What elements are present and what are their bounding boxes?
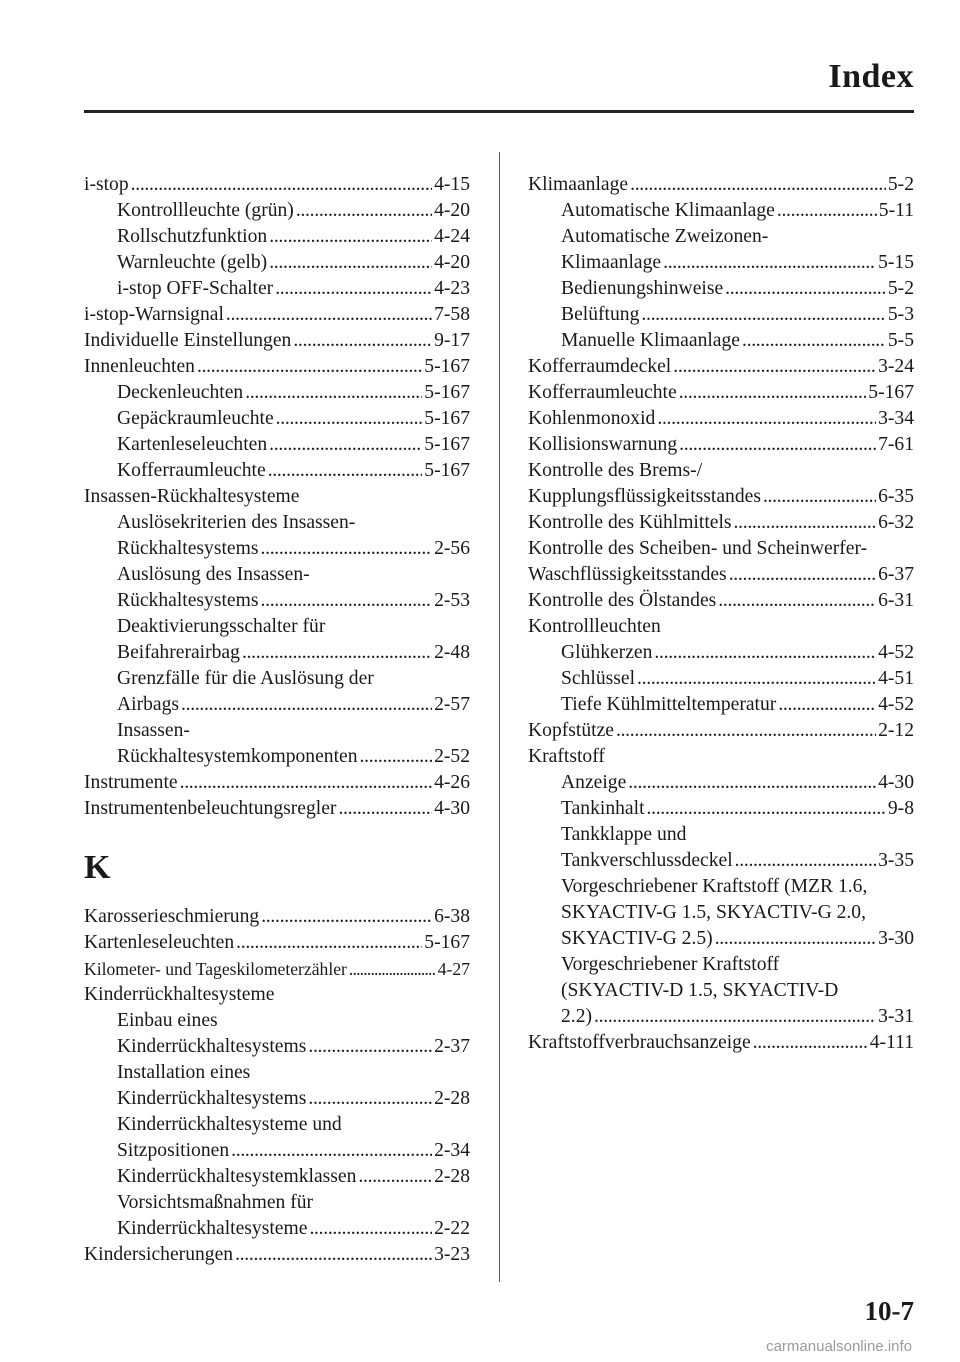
entry-text: Insassen- — [117, 720, 190, 741]
index-subentry — [84, 276, 470, 302]
left-column — [84, 172, 470, 1268]
index-subentry — [84, 744, 470, 770]
index-subentry — [84, 510, 470, 536]
entry-text: Belüftung — [561, 304, 640, 325]
index-subentry — [528, 978, 914, 1004]
page-title: Index — [828, 58, 914, 95]
entry-text: Gepäckraumleuchte — [117, 408, 274, 429]
dot-leader — [235, 1242, 432, 1268]
dot-leader — [261, 904, 432, 930]
index-entry — [84, 354, 470, 380]
index-subentry — [84, 198, 470, 224]
dot-leader — [197, 354, 422, 380]
dot-leader — [735, 848, 876, 874]
entry-page: 2-28 — [434, 1166, 470, 1187]
entry-text: i-stop OFF-Schalter — [117, 278, 274, 299]
dot-leader — [349, 956, 436, 982]
index-subentry — [84, 1190, 470, 1216]
index-subentry — [84, 588, 470, 614]
entry-text: i-stop — [84, 174, 129, 195]
dot-leader — [637, 666, 876, 692]
entry-page: 2-37 — [434, 1036, 470, 1057]
entry-text: Kinderrückhaltesysteme und — [117, 1114, 342, 1135]
dot-leader — [742, 328, 886, 354]
entry-page: 9-17 — [434, 330, 470, 351]
index-entry — [528, 614, 914, 640]
dot-leader — [231, 1138, 432, 1164]
entry-text: Automatische Zweizonen- — [561, 226, 769, 247]
index-subentry — [84, 1216, 470, 1242]
entry-text: Sitzpositionen — [117, 1140, 230, 1161]
index-subentry — [528, 770, 914, 796]
entry-page: 2-56 — [434, 538, 470, 559]
entry-page: 6-38 — [434, 906, 470, 927]
dot-leader — [763, 484, 876, 510]
dot-leader — [293, 328, 432, 354]
dot-leader — [616, 718, 876, 744]
watermark: carmanualsonline.info — [766, 1338, 912, 1355]
entry-text: Rückhaltesystemkomponenten — [117, 746, 358, 767]
entry-page: 3-23 — [434, 1244, 470, 1265]
entry-text: Airbags — [117, 694, 180, 715]
entry-page: 4-52 — [878, 694, 914, 715]
entry-text: Deaktivierungsschalter für — [117, 616, 326, 637]
dot-leader — [296, 198, 432, 224]
entry-text: Rollschutzfunktion — [117, 226, 268, 247]
index-entry — [84, 1242, 470, 1268]
dot-leader — [729, 562, 876, 588]
index-entry — [84, 930, 470, 956]
page-number: 10-7 — [864, 1296, 914, 1326]
index-subentry — [528, 822, 914, 848]
entry-text: Kinderrückhaltesysteme — [84, 984, 275, 1005]
entry-page: 6-37 — [878, 564, 914, 585]
entry-text: Rückhaltesystems — [117, 538, 259, 559]
index-entry — [528, 1030, 914, 1056]
entry-text: Einbau eines — [117, 1010, 218, 1031]
dot-leader — [657, 406, 876, 432]
entry-text: Kilometer- und Tageskilometerzähler — [84, 959, 347, 979]
index-entry — [84, 484, 470, 510]
dot-leader — [663, 250, 876, 276]
entry-text: Kohlenmonoxid — [528, 408, 656, 429]
index-subentry — [528, 874, 914, 900]
right-column — [528, 172, 914, 1056]
entry-text: Manuelle Klimaanlage — [561, 330, 740, 351]
dot-leader — [276, 406, 423, 432]
index-entry — [528, 172, 914, 198]
dot-leader — [308, 1086, 432, 1112]
entry-page: 4-52 — [878, 642, 914, 663]
entry-text: Kollisionswarnung — [528, 434, 678, 455]
index-subentry — [528, 796, 914, 822]
entry-page: 5-167 — [424, 382, 470, 403]
dot-leader — [269, 432, 422, 458]
entry-text: Deckenleuchten — [117, 382, 244, 403]
index-entry — [528, 458, 914, 484]
entry-text: Tankverschlussdeckel — [561, 850, 733, 871]
entry-text: Individuelle Einstellungen — [84, 330, 292, 351]
index-block-k — [84, 904, 470, 1268]
dot-leader — [245, 380, 422, 406]
dot-leader — [777, 198, 877, 224]
entry-page: 4-15 — [434, 174, 470, 195]
dot-leader — [308, 1034, 432, 1060]
dot-leader — [630, 172, 886, 198]
dot-leader — [275, 276, 432, 302]
index-subentry — [528, 328, 914, 354]
index-subentry — [528, 640, 914, 666]
index-block-i — [84, 172, 470, 822]
entry-text: Grenzfälle für die Auslösung der — [117, 668, 374, 689]
entry-text: Innenleuchten — [84, 356, 195, 377]
entry-page: 4-23 — [434, 278, 470, 299]
dot-leader — [360, 744, 433, 770]
entry-page: 3-34 — [878, 408, 914, 429]
index-subentry — [84, 1164, 470, 1190]
entry-text: Kraftstoffverbrauchsanzeige — [528, 1032, 751, 1053]
entry-text: Tankklappe und — [561, 824, 687, 845]
index-entry — [528, 484, 914, 510]
entry-text: Auslösekriterien des Insassen- — [117, 512, 356, 533]
entry-page: 3-35 — [878, 850, 914, 871]
entry-page: 9-8 — [887, 798, 914, 819]
index-subentry — [528, 198, 914, 224]
index-subentry — [84, 536, 470, 562]
entry-page: 5-167 — [424, 356, 470, 377]
entry-page: 2-22 — [434, 1218, 470, 1239]
entry-text: Kontrollleuchten — [528, 616, 661, 637]
entry-text: Kinderrückhaltesystemklassen — [117, 1166, 357, 1187]
entry-page: 4-24 — [434, 226, 470, 247]
dot-leader — [180, 770, 432, 796]
index-subentry — [84, 1034, 470, 1060]
entry-page: 7-58 — [434, 304, 470, 325]
entry-page: 7-61 — [878, 434, 914, 455]
index-subentry — [528, 952, 914, 978]
index-entry — [528, 432, 914, 458]
dot-leader — [647, 796, 886, 822]
entry-page: 3-30 — [878, 928, 914, 949]
index-entry — [528, 588, 914, 614]
dot-leader — [628, 770, 876, 796]
dot-leader — [679, 432, 876, 458]
index-subentry — [528, 666, 914, 692]
entry-page: 4-30 — [878, 772, 914, 793]
dot-leader — [269, 224, 432, 250]
index-entry — [528, 536, 914, 562]
index-subentry — [84, 1138, 470, 1164]
index-entry — [84, 770, 470, 796]
index-subentry — [84, 562, 470, 588]
index-entry — [528, 406, 914, 432]
entry-page: 6-31 — [878, 590, 914, 611]
index-entry — [528, 744, 914, 770]
entry-page: 2-53 — [434, 590, 470, 611]
dot-leader — [226, 302, 432, 328]
entry-text: (SKYACTIV-D 1.5, SKYACTIV-D — [561, 980, 839, 1001]
index-entry — [528, 510, 914, 536]
index-subentry — [84, 614, 470, 640]
entry-text: Vorgeschriebener Kraftstoff — [561, 954, 780, 975]
dot-leader — [261, 588, 433, 614]
dot-leader — [261, 536, 433, 562]
entry-text: Automatische Klimaanlage — [561, 200, 775, 221]
entry-text: Warnleuchte (gelb) — [117, 252, 268, 273]
dot-leader — [236, 930, 422, 956]
entry-text: Installation eines — [117, 1062, 251, 1083]
entry-page: 6-32 — [878, 512, 914, 533]
index-subentry — [528, 848, 914, 874]
entry-page: 5-167 — [868, 382, 914, 403]
header-rule — [84, 110, 914, 113]
entry-text: Kartenleseleuchten — [84, 932, 235, 953]
entry-text: Kontrollleuchte (grün) — [117, 200, 294, 221]
entry-page: 4-30 — [434, 798, 470, 819]
entry-text: Kofferraumleuchte — [117, 460, 266, 481]
entry-text: Kopfstütze — [528, 720, 614, 741]
entry-text: Rückhaltesystems — [117, 590, 259, 611]
index-entry — [84, 982, 470, 1008]
dot-leader — [594, 1004, 876, 1030]
index-entry — [84, 796, 470, 822]
entry-text: Kartenleseleuchten — [117, 434, 268, 455]
index-subentry — [84, 692, 470, 718]
entry-text: SKYACTIV-G 1.5, SKYACTIV-G 2.0, — [561, 902, 867, 923]
entry-text: Klimaanlage — [528, 174, 629, 195]
dot-leader — [269, 250, 432, 276]
dot-leader — [242, 640, 432, 666]
entry-text: Kontrolle des Brems-/ — [528, 460, 703, 481]
index-subentry — [84, 224, 470, 250]
index-subentry — [84, 250, 470, 276]
entry-text: Tiefe Kühlmitteltemperatur — [561, 694, 777, 715]
index-entry — [84, 904, 470, 930]
index-subentry — [528, 224, 914, 250]
dot-leader — [673, 354, 876, 380]
entry-text: Anzeige — [561, 772, 627, 793]
entry-text: Kontrolle des Kühlmittels — [528, 512, 732, 533]
entry-page: 4-20 — [434, 200, 470, 221]
index-entry — [84, 172, 470, 198]
dot-leader — [641, 302, 886, 328]
index-subentry — [84, 1086, 470, 1112]
entry-text: Kindersicherungen — [84, 1244, 234, 1265]
index-subentry — [84, 1008, 470, 1034]
index-entry — [84, 956, 470, 982]
dot-leader — [131, 172, 432, 198]
entry-text: Kofferraumleuchte — [528, 382, 677, 403]
entry-text: Bedienungshinweise — [561, 278, 724, 299]
entry-page: 5-2 — [887, 278, 914, 299]
entry-page: 5-167 — [424, 434, 470, 455]
entry-page: 2-28 — [434, 1088, 470, 1109]
index-subentry — [528, 1004, 914, 1030]
entry-text: Karosserieschmierung — [84, 906, 260, 927]
entry-page: 6-35 — [878, 486, 914, 507]
entry-text: Vorgeschriebener Kraftstoff (MZR 1.6, — [561, 876, 868, 897]
entry-text: Kofferraumdeckel — [528, 356, 672, 377]
index-subentry — [528, 250, 914, 276]
index-entry — [528, 354, 914, 380]
index-subentry — [84, 458, 470, 484]
entry-text: i-stop-Warnsignal — [84, 304, 224, 325]
dot-leader — [734, 510, 877, 536]
entry-page: 2-52 — [434, 746, 470, 767]
index-subentry — [528, 276, 914, 302]
entry-text: Schlüssel — [561, 668, 636, 689]
entry-text: 2.2) — [561, 1006, 593, 1027]
entry-text: Auslösung des Insassen- — [117, 564, 310, 585]
entry-page: 4-111 — [869, 1032, 914, 1053]
dot-leader — [181, 692, 432, 718]
entry-page: 2-12 — [878, 720, 914, 741]
entry-text: Insassen-Rückhaltesysteme — [84, 486, 300, 507]
dot-leader — [358, 1164, 432, 1190]
entry-page: 5-5 — [887, 330, 914, 351]
entry-text: Kinderrückhaltesystems — [117, 1088, 307, 1109]
entry-page: 4-20 — [434, 252, 470, 273]
entry-page: 5-3 — [887, 304, 914, 325]
entry-text: Kontrolle des Ölstandes — [528, 590, 717, 611]
section-letter: K — [84, 849, 111, 886]
dot-leader — [725, 276, 886, 302]
column-divider — [499, 152, 500, 1282]
entry-page: 5-167 — [424, 932, 470, 953]
dot-leader — [718, 588, 876, 614]
entry-text: Vorsichtsmaßnahmen für — [117, 1192, 314, 1213]
entry-text: Instrumentenbeleuchtungsregler — [84, 798, 337, 819]
dot-leader — [268, 458, 423, 484]
index-subentry — [84, 718, 470, 744]
entry-text: SKYACTIV-G 2.5) — [561, 928, 713, 949]
dot-leader — [679, 380, 867, 406]
entry-page: 3-24 — [878, 356, 914, 377]
entry-page: 4-26 — [434, 772, 470, 793]
dot-leader — [654, 640, 876, 666]
dot-leader — [338, 796, 432, 822]
entry-page: 4-27 — [437, 959, 470, 979]
dot-leader — [778, 692, 876, 718]
entry-page: 4-51 — [878, 668, 914, 689]
entry-text: Kupplungsflüssigkeitsstandes — [528, 486, 761, 507]
index-subentry — [528, 926, 914, 952]
entry-text: Kinderrückhaltesysteme — [117, 1218, 308, 1239]
index-subentry — [528, 302, 914, 328]
index-subentry — [84, 1060, 470, 1086]
entry-page: 5-11 — [878, 200, 914, 221]
entry-page: 2-57 — [434, 694, 470, 715]
entry-text: Kontrolle des Scheiben- und Scheinwerfer- — [528, 538, 868, 559]
index-subentry — [84, 406, 470, 432]
index-entry — [528, 380, 914, 406]
entry-page: 5-2 — [887, 174, 914, 195]
entry-text: Tankinhalt — [561, 798, 645, 819]
index-subentry — [84, 1112, 470, 1138]
entry-page: 2-48 — [434, 642, 470, 663]
entry-page: 5-167 — [424, 460, 470, 481]
dot-leader — [715, 926, 876, 952]
index-subentry — [528, 692, 914, 718]
index-entry — [528, 718, 914, 744]
entry-text: Instrumente — [84, 772, 178, 793]
index-subentry — [528, 900, 914, 926]
index-block-k-continued — [528, 172, 914, 1056]
dot-leader — [753, 1030, 868, 1056]
index-subentry — [84, 640, 470, 666]
index-subentry — [84, 380, 470, 406]
entry-page: 5-15 — [878, 252, 914, 273]
entry-text: Beifahrerairbag — [117, 642, 240, 663]
index-subentry — [84, 432, 470, 458]
index-entry — [528, 562, 914, 588]
entry-page: 2-34 — [434, 1140, 470, 1161]
entry-text: Kraftstoff — [528, 746, 605, 767]
entry-text: Waschflüssigkeitsstandes — [528, 564, 727, 585]
entry-text: Kinderrückhaltesystems — [117, 1036, 307, 1057]
dot-leader — [309, 1216, 432, 1242]
entry-text: Klimaanlage — [561, 252, 662, 273]
index-subentry — [84, 666, 470, 692]
entry-text: Glühkerzen — [561, 642, 653, 663]
entry-page: 3-31 — [878, 1006, 914, 1027]
entry-page: 5-167 — [424, 408, 470, 429]
index-entry — [84, 328, 470, 354]
index-entry — [84, 302, 470, 328]
